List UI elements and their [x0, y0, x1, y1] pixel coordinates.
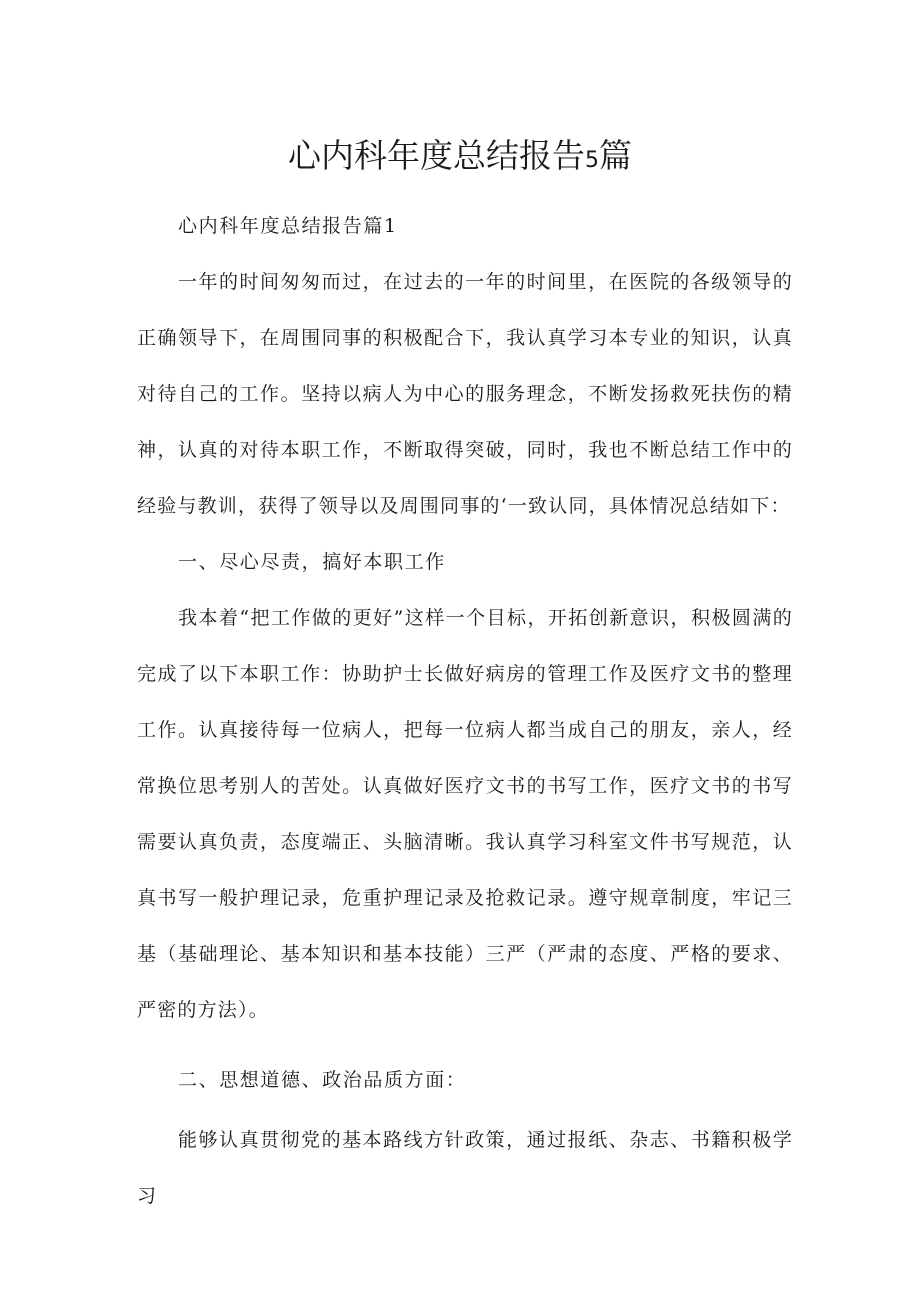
title-number: 5	[585, 148, 599, 173]
paragraph-ethics: 能够认真贯彻党的基本路线方针政策，通过报纸、杂志、书籍积极学习	[137, 1129, 793, 1207]
paragraph-intro: 一年的时间匆匆而过，在过去的一年的时间里，在医院的各级领导的正确领导下，在周围同事的积极配合下，我认真学习本专业的知识，认真对待自己的工作。坚持以病人为中心的服务理念，不断发扬救死扶伤的精神，认真的对待本职工作，不断取得突破，同时，我也不断总结工作中的经验与教训，获得了领导以及周围同事的‘一致认同，具体情况总结如下：	[137, 271, 793, 517]
heading-ethics: 二、思想道德、政治品质方面：	[178, 1069, 467, 1091]
paragraph-duty: 我本着“把工作做的更好”这样一个目标，开拓创新意识，积极圆满的完成了以下本职工作：协助护士长做好病房的管理工作及医疗文书的整理工作。认真接待每一位病人，把每一位病人都当成自己的朋友，亲人，经常换位思考别人的苦处。认真做好医疗文书的书写工作，医疗文书的书写需要认真负责，态度端正、头脑清晰。我认真学习科室文件书写规范，认真书写一般护理记录，危重护理记录及抢救记录。遵守规章制度，牢记三基（基础理论、基本知识和基本技能）三严（严肃的态度、严格的要求、严密的方法）。	[137, 607, 793, 1021]
heading-duty: 一、尽心尽责，搞好本职工作	[178, 551, 446, 573]
title-tail: 篇	[599, 136, 632, 175]
title-main: 心内科年度总结报告	[288, 136, 585, 175]
section-title: 心内科年度总结报告篇1	[178, 215, 398, 237]
document-title	[0, 134, 920, 183]
